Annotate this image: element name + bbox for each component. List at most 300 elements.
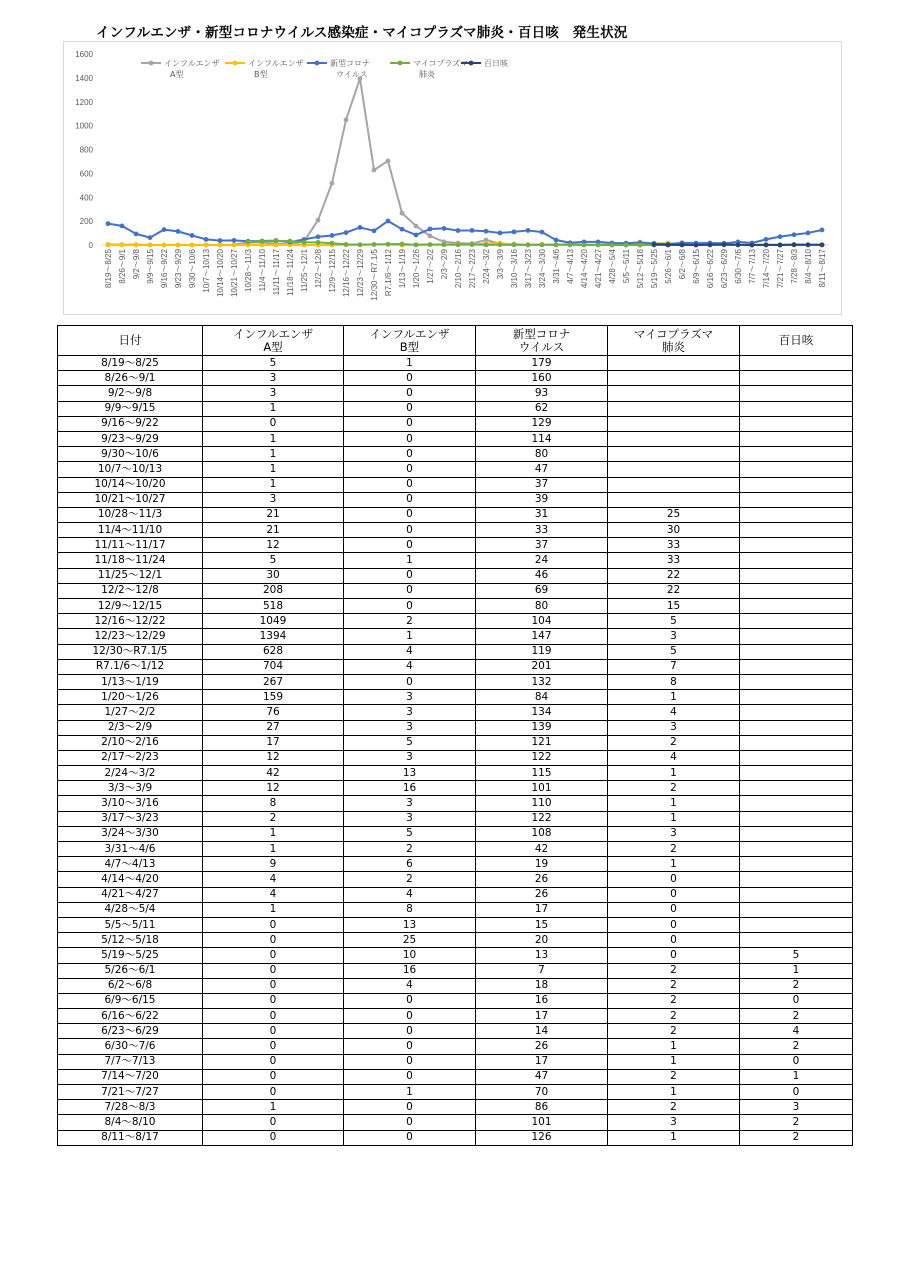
x-tick-label: 12/16～12/22 [342,249,351,298]
cell-date: 4/28～5/4 [58,902,203,917]
x-tick-label: 9/30～10/6 [188,249,197,289]
legend-label: 肺炎 [419,70,435,79]
data-point [554,242,559,247]
cell-mycoplasma: 5 [608,644,740,659]
cell-date: 2/24～3/2 [58,766,203,781]
cell-influenza-b: 1 [344,553,476,568]
table-row [58,1100,853,1115]
cell-influenza-a: 76 [203,705,344,720]
table-row [58,948,853,963]
cell-pertussis [740,735,853,750]
cell-influenza-b: 0 [344,507,476,522]
cell-pertussis [740,659,853,674]
cell-date: 5/19～5/25 [58,948,203,963]
cell-influenza-b: 0 [344,674,476,689]
data-point [134,243,139,248]
chart-svg [64,42,843,316]
data-point [778,243,783,248]
legend-item [461,58,509,68]
data-point [232,238,237,243]
cell-date: 7/28～8/3 [58,1100,203,1115]
cell-pertussis [740,507,853,522]
cell-mycoplasma: 30 [608,523,740,538]
cell-covid: 14 [476,1024,608,1039]
page-title: インフルエンザ・新型コロナウイルス感染症・マイコプラズマ肺炎・百日咳 発生状況 [96,25,628,41]
cell-mycoplasma: 1 [608,796,740,811]
cell-pertussis [740,492,853,507]
table-row [58,857,853,872]
table-row [58,735,853,750]
cell-mycoplasma: 3 [608,826,740,841]
cell-date: 2/10～2/16 [58,735,203,750]
data-point [512,242,517,247]
cell-influenza-a: 4 [203,887,344,902]
cell-influenza-a: 1 [203,431,344,446]
data-point [764,242,769,247]
table-row [58,1054,853,1069]
cell-influenza-a: 704 [203,659,344,674]
cell-mycoplasma: 2 [608,1069,740,1084]
data-point [358,225,363,230]
cell-influenza-a: 9 [203,857,344,872]
data-point [428,227,433,232]
cell-mycoplasma: 3 [608,1115,740,1130]
cell-influenza-b: 2 [344,872,476,887]
cell-covid: 122 [476,811,608,826]
data-point [428,242,433,247]
data-point [148,235,153,240]
cell-covid: 47 [476,1069,608,1084]
series-line [108,79,822,245]
cell-covid: 110 [476,796,608,811]
data-point [498,242,503,247]
x-tick-label: 2/10～2/16 [454,249,463,289]
cell-covid: 17 [476,902,608,917]
x-tick-label: 2/3～2/9 [440,249,449,280]
cell-covid: 147 [476,629,608,644]
cell-date: 12/23～12/29 [58,629,203,644]
cell-influenza-b: 0 [344,538,476,553]
data-point [106,221,111,226]
cell-influenza-a: 0 [203,978,344,993]
data-point [400,211,405,216]
cell-covid: 93 [476,386,608,401]
cell-pertussis [740,705,853,720]
cell-covid: 46 [476,568,608,583]
cell-influenza-a: 1 [203,842,344,857]
cell-date: 3/24～3/30 [58,826,203,841]
table-row [58,523,853,538]
cell-pertussis [740,416,853,431]
x-tick-label: 4/7～4/13 [566,249,575,284]
cell-covid: 80 [476,599,608,614]
cell-pertussis [740,553,853,568]
cell-covid: 122 [476,750,608,765]
cell-pertussis [740,674,853,689]
data-point [568,242,573,247]
cell-date: 9/30～10/6 [58,447,203,462]
data-point [414,233,419,238]
cell-influenza-a: 628 [203,644,344,659]
cell-pertussis [740,887,853,902]
table-row [58,431,853,446]
table-row [58,492,853,507]
data-point [344,230,349,235]
table-row [58,1024,853,1039]
cell-influenza-b: 2 [344,842,476,857]
x-tick-label: 10/14～10/20 [216,249,225,298]
cell-pertussis: 5 [740,948,853,963]
header-pertussis: 百日咳 [740,326,853,356]
cell-pertussis: 4 [740,1024,853,1039]
cell-covid: 26 [476,872,608,887]
header-influenza-b: インフルエンザ B型 [344,326,476,356]
cell-pertussis [740,781,853,796]
cell-mycoplasma [608,492,740,507]
data-point [540,242,545,247]
cell-influenza-a: 1 [203,1100,344,1115]
y-tick-label: 0 [88,241,93,250]
y-tick-label: 1000 [75,121,93,131]
x-tick-label: 12/9～12/15 [328,249,337,293]
cell-influenza-b: 0 [344,568,476,583]
cell-covid: 16 [476,993,608,1008]
cell-mycoplasma: 33 [608,538,740,553]
legend-label: ウイルス [336,70,368,79]
cell-mycoplasma: 2 [608,735,740,750]
cell-date: 10/14～10/20 [58,477,203,492]
table-row [58,386,853,401]
cell-influenza-b: 0 [344,447,476,462]
cell-mycoplasma: 25 [608,507,740,522]
legend-swatch-marker [149,61,154,66]
cell-pertussis [740,614,853,629]
cell-pertussis [740,750,853,765]
data-point [414,242,419,247]
cell-influenza-b: 1 [344,356,476,371]
cell-influenza-a: 0 [203,1054,344,1069]
cell-mycoplasma: 1 [608,857,740,872]
cell-mycoplasma: 3 [608,720,740,735]
data-point [470,242,475,247]
cell-covid: 70 [476,1085,608,1100]
cell-influenza-b: 8 [344,902,476,917]
cell-covid: 80 [476,447,608,462]
x-tick-label: 6/2～6/8 [678,249,687,280]
cell-influenza-b: 3 [344,811,476,826]
x-tick-label: 5/12～5/18 [636,249,645,289]
cell-date: 5/5～5/11 [58,917,203,932]
cell-date: 2/17～2/23 [58,750,203,765]
data-point [596,243,601,248]
cell-pertussis [740,811,853,826]
cell-influenza-b: 0 [344,993,476,1008]
data-point [806,231,811,236]
cell-influenza-b: 0 [344,416,476,431]
data-point [176,243,181,248]
x-tick-label: 9/2～9/8 [132,249,141,280]
cell-covid: 7 [476,963,608,978]
cell-influenza-a: 3 [203,492,344,507]
cell-covid: 13 [476,948,608,963]
legend-label: B型 [254,70,268,79]
cell-influenza-b: 0 [344,401,476,416]
data-point [526,242,531,247]
data-point [218,238,223,243]
cell-pertussis: 1 [740,1069,853,1084]
cell-influenza-a: 0 [203,1069,344,1084]
legend-label: インフルエンザ [164,59,220,68]
cell-covid: 126 [476,1130,608,1145]
cell-pertussis [740,720,853,735]
table-row [58,447,853,462]
cell-influenza-a: 30 [203,568,344,583]
cell-covid: 101 [476,1115,608,1130]
x-tick-label: 3/24～3/30 [538,249,547,289]
cell-covid: 179 [476,356,608,371]
y-tick-label: 1600 [75,50,93,59]
cell-covid: 114 [476,431,608,446]
cell-date: 12/2～12/8 [58,583,203,598]
cell-date: 6/23～6/29 [58,1024,203,1039]
cell-covid: 108 [476,826,608,841]
cell-date: 5/12～5/18 [58,933,203,948]
table-row [58,416,853,431]
cell-influenza-b: 0 [344,1054,476,1069]
x-tick-label: 7/7～7/13 [748,249,757,284]
data-point [666,242,671,247]
table-row [58,1039,853,1054]
cell-influenza-a: 0 [203,963,344,978]
data-point [372,242,377,247]
table-row [58,583,853,598]
data-point [162,243,167,248]
cell-pertussis [740,431,853,446]
cell-influenza-b: 3 [344,750,476,765]
cell-covid: 62 [476,401,608,416]
cell-mycoplasma: 2 [608,1024,740,1039]
cell-date: 11/11～11/17 [58,538,203,553]
table-row [58,842,853,857]
cell-mycoplasma [608,401,740,416]
cell-mycoplasma [608,462,740,477]
table-row [58,538,853,553]
header-date: 日付 [58,326,203,356]
table-row [58,477,853,492]
cell-pertussis [740,386,853,401]
table-row [58,644,853,659]
cell-date: 6/2～6/8 [58,978,203,993]
cell-covid: 42 [476,842,608,857]
cell-mycoplasma [608,386,740,401]
x-tick-label: 10/7～10/13 [202,249,211,293]
table-row [58,917,853,932]
cell-mycoplasma: 1 [608,1085,740,1100]
cell-influenza-a: 1394 [203,629,344,644]
cell-influenza-a: 0 [203,1115,344,1130]
cell-influenza-b: 5 [344,735,476,750]
cell-mycoplasma: 1 [608,1054,740,1069]
cell-pertussis [740,629,853,644]
data-point [484,242,489,247]
cell-influenza-b: 0 [344,1100,476,1115]
cell-covid: 17 [476,1054,608,1069]
table-row [58,887,853,902]
data-point [820,242,825,247]
cell-pertussis: 3 [740,1100,853,1115]
data-point [442,242,447,247]
x-tick-label: 6/16～6/22 [706,249,715,289]
cell-date: 4/14～4/20 [58,872,203,887]
legend-swatch-marker [469,61,474,66]
cell-pertussis [740,796,853,811]
cell-mycoplasma: 2 [608,963,740,978]
cell-pertussis [740,477,853,492]
cell-pertussis [740,857,853,872]
x-tick-label: 1/13～1/19 [398,249,407,289]
legend-label: インフルエンザ [248,59,304,68]
x-tick-label: 12/30～R7.1/5 [370,249,379,301]
data-point [750,243,755,248]
x-tick-label: 5/19～5/25 [650,249,659,289]
cell-date: 10/28～11/3 [58,507,203,522]
cell-covid: 37 [476,538,608,553]
cell-mycoplasma: 0 [608,933,740,948]
cell-influenza-a: 1 [203,826,344,841]
cell-pertussis: 2 [740,978,853,993]
cell-date: 11/25～12/1 [58,568,203,583]
x-tick-label: 9/16～9/22 [160,249,169,289]
x-tick-label: R7.1/6～1/12 [384,249,393,297]
legend-label: マイコプラズマ [413,59,469,68]
x-tick-label: 11/11～11/17 [272,249,281,296]
data-point [526,228,531,233]
data-point [498,231,503,236]
data-point [274,239,279,244]
cell-influenza-a: 0 [203,1009,344,1024]
cell-pertussis [740,599,853,614]
x-tick-label: 10/28～11/3 [244,249,253,292]
cell-pertussis: 2 [740,1039,853,1054]
cell-pertussis [740,644,853,659]
data-point [386,219,391,224]
table-row [58,356,853,371]
cell-influenza-b: 0 [344,599,476,614]
cell-pertussis [740,583,853,598]
cell-influenza-b: 0 [344,431,476,446]
x-tick-label: 5/26～6/1 [664,249,673,284]
legend-label: 百日咳 [484,59,508,68]
data-point [372,168,377,173]
data-point [316,240,321,245]
cell-pertussis [740,842,853,857]
cell-influenza-b: 3 [344,796,476,811]
table-row [58,796,853,811]
x-tick-label: 2/17～2/23 [468,249,477,289]
data-point [260,239,265,244]
data-point [736,242,741,247]
x-tick-label: 9/9～9/15 [146,249,155,284]
legend-item [141,59,220,79]
cell-date: 12/30～R7.1/5 [58,644,203,659]
data-point [610,243,615,248]
table-row [58,462,853,477]
data-point [330,233,335,238]
series-group [106,76,825,247]
cell-covid: 132 [476,674,608,689]
table-row [58,993,853,1008]
cell-pertussis: 2 [740,1130,853,1145]
cell-pertussis [740,523,853,538]
cell-influenza-b: 0 [344,462,476,477]
data-point [330,181,335,186]
table-row [58,614,853,629]
cell-influenza-a: 12 [203,538,344,553]
data-point [708,242,713,247]
data-point [106,242,111,247]
cell-pertussis [740,917,853,932]
cell-mycoplasma: 2 [608,993,740,1008]
data-point [358,242,363,247]
cell-mycoplasma: 22 [608,583,740,598]
data-point [176,229,181,234]
legend-swatch-marker [398,61,403,66]
cell-influenza-b: 0 [344,477,476,492]
data-point [246,240,251,245]
table-row [58,1069,853,1084]
header-influenza-a: インフルエンザ A型 [203,326,344,356]
data-point [162,227,167,232]
table-row [58,811,853,826]
cell-covid: 19 [476,857,608,872]
x-tick-label: 12/2～12/8 [314,249,323,289]
cell-covid: 18 [476,978,608,993]
cell-mycoplasma: 1 [608,1039,740,1054]
data-point [484,229,489,234]
x-tick-label: 8/26～9/1 [118,249,127,284]
x-tick-label: 6/23～6/29 [720,249,729,289]
cell-date: 9/23～9/29 [58,431,203,446]
cell-covid: 26 [476,887,608,902]
cell-date: 5/26～6/1 [58,963,203,978]
cell-covid: 201 [476,659,608,674]
data-point [414,224,419,229]
cell-mycoplasma: 1 [608,690,740,705]
cell-date: 7/14～7/20 [58,1069,203,1084]
cell-influenza-a: 0 [203,1085,344,1100]
table-row [58,1115,853,1130]
cell-date: 3/31～4/6 [58,842,203,857]
cell-mycoplasma [608,416,740,431]
cell-covid: 24 [476,553,608,568]
cell-date: 1/20～1/26 [58,690,203,705]
cell-covid: 20 [476,933,608,948]
data-point [120,243,125,248]
cell-mycoplasma: 2 [608,842,740,857]
data-point [540,230,545,235]
table-row [58,902,853,917]
cell-date: 1/27～2/2 [58,705,203,720]
data-point [442,226,447,231]
cell-influenza-a: 0 [203,1130,344,1145]
x-tick-label: 9/23～9/29 [174,249,183,289]
cell-pertussis: 0 [740,1085,853,1100]
cell-date: 12/16～12/22 [58,614,203,629]
cell-influenza-a: 1 [203,401,344,416]
cell-mycoplasma [608,431,740,446]
data-point [554,238,559,243]
data-point [148,243,153,248]
